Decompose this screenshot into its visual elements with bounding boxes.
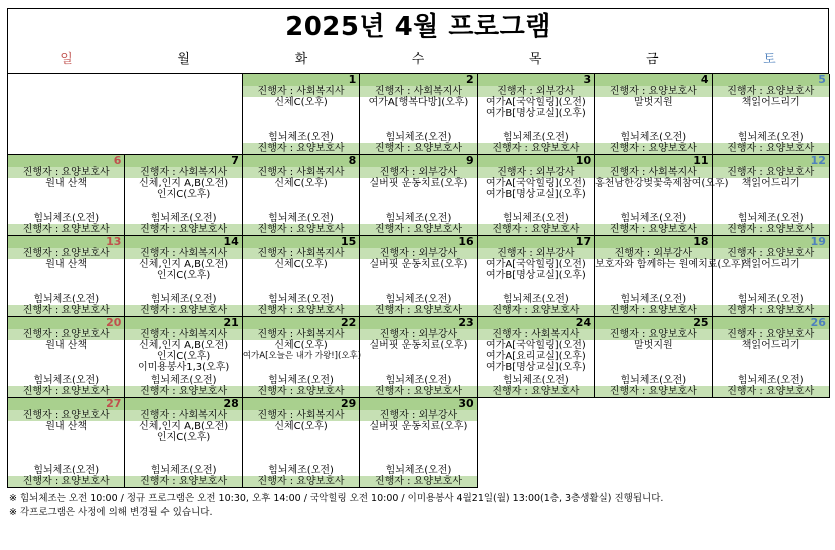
day-cell: [595, 317, 712, 398]
day-cell: [8, 317, 125, 398]
day-cell: [478, 74, 595, 155]
weekday-label: 금: [645, 52, 659, 67]
program-line: 여가A[국악힐링](오전): [486, 340, 586, 351]
day-number: 30: [360, 398, 476, 410]
program-line: [8, 362, 124, 373]
day-cell: [713, 74, 830, 155]
program-line: [713, 189, 829, 200]
host-line: 진행자 : 요양보호사: [8, 386, 124, 397]
program-line: 신체,인지 A,B(오전): [139, 259, 229, 270]
exercise-line: 힘뇌체조(오전): [713, 132, 829, 143]
host-line: 진행자 : 요양보호사: [713, 329, 829, 340]
program-line: 보호자와 함께하는 원예치료(오후): [595, 259, 745, 270]
day-number: 19: [713, 236, 829, 248]
host-line: 진행자 : 요양보호사: [713, 86, 829, 97]
day-number: 10: [478, 155, 594, 167]
day-number: 5: [713, 74, 829, 86]
program-line: 신체,인지 A,B(오전): [139, 340, 229, 351]
program-line: 여가B[명상교실](오후): [486, 189, 586, 200]
day-number: 24: [478, 317, 594, 329]
day-number: 16: [360, 236, 476, 248]
exercise-line: 힘뇌체조(오전): [243, 213, 359, 224]
host-line: 진행자 : 요양보호사: [713, 143, 829, 154]
exercise-line: 힘뇌체조(오전): [125, 375, 241, 386]
program-line: 신체C(오후): [274, 421, 328, 432]
program-line: [360, 351, 476, 362]
day-number: 13: [8, 236, 124, 248]
program-line: 실버핏 운동치료(오후): [369, 178, 468, 189]
exercise-line: 힘뇌체조(오전): [595, 294, 711, 305]
program-line: [243, 189, 359, 200]
week-row: [8, 398, 829, 488]
program-line: 원내 산책: [45, 340, 88, 351]
day-number: 27: [8, 398, 124, 410]
day-cell: [713, 317, 830, 398]
host-line: 진행자 : 요양보호사: [243, 386, 359, 397]
day-number: 8: [243, 155, 359, 167]
host-line: 진행자 : 요양보호사: [595, 305, 711, 316]
week-row: [8, 236, 829, 317]
program-line: 여가A[요리교실](오후): [486, 351, 586, 362]
program-line: [243, 362, 359, 373]
program-line: 원내 산책: [45, 259, 88, 270]
host-line: 진행자 : 요양보호사: [360, 143, 476, 154]
host-line: 진행자 : 외부강사: [478, 248, 594, 259]
program-line: 신체C(오후): [274, 178, 328, 189]
host-line: 진행자 : 요양보호사: [713, 386, 829, 397]
exercise-line: 힘뇌체조(오전): [713, 213, 829, 224]
program-line: 실버핏 운동치료(오후): [369, 340, 468, 351]
program-line: [360, 432, 476, 443]
day-number: 2: [360, 74, 476, 86]
exercise-line: 힘뇌체조(오전): [125, 465, 241, 476]
host-line: 진행자 : 외부강사: [360, 410, 476, 421]
day-number: 12: [713, 155, 829, 167]
exercise-line: 힘뇌체조(오전): [595, 132, 711, 143]
program-line: [8, 270, 124, 281]
host-line: 진행자 : 요양보호사: [595, 86, 711, 97]
program-line: 책읽어드리기: [741, 178, 800, 189]
host-line: 진행자 : 외부강사: [360, 248, 476, 259]
footnotes: [7, 492, 829, 520]
empty-day-cell: [125, 74, 242, 155]
day-cell: [8, 236, 125, 317]
program-line: [360, 108, 476, 119]
day-cell: [8, 155, 125, 236]
host-line: 진행자 : 사회복지사: [243, 410, 359, 421]
host-line: 진행자 : 요양보호사: [713, 305, 829, 316]
day-number: 6: [8, 155, 124, 167]
host-line: 진행자 : 사회복지사: [360, 86, 476, 97]
exercise-line: 힘뇌체조(오전): [8, 465, 124, 476]
host-line: 진행자 : 요양보호사: [8, 248, 124, 259]
exercise-line: 힘뇌체조(오전): [595, 213, 711, 224]
exercise-line: 힘뇌체조(오전): [360, 132, 476, 143]
calendar: [7, 8, 829, 520]
day-number: 22: [243, 317, 359, 329]
exercise-line: 힘뇌체조(오전): [8, 213, 124, 224]
program-line: 신체C(오후): [274, 97, 328, 108]
program-line: [595, 362, 711, 373]
program-line: [713, 108, 829, 119]
host-line: 진행자 : 요양보호사: [360, 476, 476, 487]
day-cell: [595, 154, 729, 236]
day-cell: [243, 317, 360, 398]
host-line: 진행자 : 요양보호사: [360, 224, 476, 235]
program-line: 인지C(오후): [156, 270, 211, 281]
program-line: [243, 443, 359, 454]
host-line: 진행자 : 요양보호사: [595, 386, 711, 397]
host-line: 진행자 : 사회복지사: [243, 248, 359, 259]
program-line: 실버핏 운동치료(오후): [369, 421, 468, 432]
day-number: 15: [243, 236, 359, 248]
program-line: 홍천남한강벚꽃축제참여(오후): [595, 178, 729, 189]
host-line: 진행자 : 사회복지사: [243, 86, 359, 97]
day-cell: [243, 236, 360, 317]
program-line: [713, 351, 829, 362]
host-line: 진행자 : 요양보호사: [360, 305, 476, 316]
program-line: 여가A[국악힐링](오전): [486, 178, 586, 189]
day-number: 29: [243, 398, 359, 410]
host-line: 진행자 : 사회복지사: [478, 329, 594, 340]
host-line: 진행자 : 요양보호사: [8, 329, 124, 340]
week-row: [8, 155, 829, 236]
program-line: 책읽어드리기: [741, 97, 800, 108]
host-line: 진행자 : 요양보호사: [125, 224, 241, 235]
day-cell: [125, 155, 242, 236]
exercise-line: 힘뇌체조(오전): [478, 132, 594, 143]
host-line: 진행자 : 요양보호사: [125, 386, 241, 397]
program-line: [243, 432, 359, 443]
day-cell: [8, 398, 125, 488]
host-line: 진행자 : 요양보호사: [713, 167, 829, 178]
weekday-label: 수: [411, 52, 425, 67]
day-cell: [243, 398, 360, 488]
program-line: 여가A[국악힐링](오전): [486, 97, 586, 108]
program-line: 인지C(오후): [156, 432, 211, 443]
day-number: 23: [360, 317, 476, 329]
host-line: 진행자 : 요양보호사: [478, 386, 594, 397]
day-cell: [713, 236, 830, 317]
program-line: [713, 270, 829, 281]
day-cell: [125, 317, 242, 398]
weekday-label: 화: [294, 52, 308, 67]
host-line: 진행자 : 외부강사: [478, 86, 594, 97]
program-line: 책읽어드리기: [741, 340, 800, 351]
host-line: 진행자 : 외부강사: [360, 167, 476, 178]
exercise-line: 힘뇌체조(오전): [243, 465, 359, 476]
host-line: 진행자 : 요양보호사: [8, 476, 124, 487]
exercise-line: 힘뇌체조(오전): [478, 294, 594, 305]
program-line: 인지C(오후): [156, 189, 211, 200]
day-number: 14: [125, 236, 241, 248]
day-cell: [243, 155, 360, 236]
host-line: 진행자 : 사회복지사: [125, 248, 241, 259]
exercise-line: 힘뇌체조(오전): [243, 132, 359, 143]
host-line: 진행자 : 사회복지사: [125, 410, 241, 421]
exercise-line: 힘뇌체조(오전): [243, 375, 359, 386]
weekday-label: 목: [528, 52, 542, 67]
program-line: 여가A[국악힐링](오전): [486, 259, 586, 270]
day-cell: [478, 317, 595, 398]
program-line: 신체C(오후): [274, 259, 328, 270]
program-line: 인지C(오후): [156, 351, 211, 362]
host-line: 진행자 : 사회복지사: [595, 167, 711, 178]
host-line: 진행자 : 요양보호사: [360, 386, 476, 397]
day-number: 1: [243, 74, 359, 86]
exercise-line: 힘뇌체조(오전): [478, 375, 594, 386]
host-line: 진행자 : 요양보호사: [243, 143, 359, 154]
program-line: 말벗지원: [634, 97, 673, 108]
day-cell: [360, 236, 477, 317]
host-line: 진행자 : 요양보호사: [125, 476, 241, 487]
day-number: 26: [713, 317, 829, 329]
host-line: 진행자 : 외부강사: [360, 329, 476, 340]
program-line: 여가A[오늘은 내가 가왕!](오후): [242, 351, 362, 361]
exercise-line: 힘뇌체조(오전): [360, 294, 476, 305]
program-line: 신체,인지 A,B(오전): [139, 421, 229, 432]
program-line: [595, 189, 711, 200]
host-line: 진행자 : 요양보호사: [8, 167, 124, 178]
host-line: 진행자 : 요양보호사: [595, 224, 711, 235]
host-line: 진행자 : 사회복지사: [243, 167, 359, 178]
host-line: 진행자 : 사회복지사: [125, 167, 241, 178]
program-line: [243, 108, 359, 119]
footnote: ※ 각프로그램은 사정에 의해 변경될 수 있습니다.: [9, 507, 213, 518]
host-line: 진행자 : 요양보호사: [8, 305, 124, 316]
exercise-line: 힘뇌체조(오전): [713, 375, 829, 386]
host-line: 진행자 : 요양보호사: [595, 143, 711, 154]
day-number: 20: [8, 317, 124, 329]
day-cell: [125, 398, 242, 488]
host-line: 진행자 : 요양보호사: [478, 143, 594, 154]
day-number: 4: [595, 74, 711, 86]
exercise-line: 힘뇌체조(오전): [360, 375, 476, 386]
exercise-line: 힘뇌체조(오전): [243, 294, 359, 305]
host-line: 진행자 : 요양보호사: [478, 305, 594, 316]
exercise-line: 힘뇌체조(오전): [125, 294, 241, 305]
program-line: 여가A[행복다방](오후): [368, 97, 469, 108]
program-line: [125, 443, 241, 454]
day-cell: [360, 155, 477, 236]
weekday-header: [7, 46, 829, 74]
day-cell: [360, 398, 477, 488]
exercise-line: 힘뇌체조(오전): [713, 294, 829, 305]
day-cell: [478, 155, 595, 236]
host-line: 진행자 : 사회복지사: [243, 329, 359, 340]
day-number: 18: [595, 236, 711, 248]
empty-day-cell: [8, 74, 125, 155]
day-cell: [713, 155, 830, 236]
program-line: [595, 108, 711, 119]
day-number: 21: [125, 317, 241, 329]
host-line: 진행자 : 요양보호사: [595, 329, 711, 340]
host-line: 진행자 : 요양보호사: [8, 410, 124, 421]
program-line: 책읽어드리기: [741, 259, 800, 270]
day-cell: [243, 74, 360, 155]
day-number: 17: [478, 236, 594, 248]
program-line: 실버핏 운동치료(오후): [369, 259, 468, 270]
day-number: 25: [595, 317, 711, 329]
exercise-line: 힘뇌체조(오전): [595, 375, 711, 386]
program-line: [8, 351, 124, 362]
program-line: 원내 산책: [45, 178, 88, 189]
host-line: 진행자 : 요양보호사: [243, 305, 359, 316]
day-cell: [595, 74, 712, 155]
week-row: [8, 317, 829, 398]
empty-day-cell: [595, 398, 712, 488]
day-cell: [360, 74, 477, 155]
calendar-grid: [7, 74, 829, 488]
exercise-line: 힘뇌체조(오전): [125, 213, 241, 224]
program-line: 말벗지원: [634, 340, 673, 351]
host-line: 진행자 : 외부강사: [595, 248, 711, 259]
program-line: 신체C(오후): [274, 340, 328, 351]
day-cell: [125, 236, 242, 317]
weekday-label: 월: [177, 52, 190, 67]
footnote: ※ 힘뇌체조는 오전 10:00 / 정규 프로그램은 오전 10:30, 오후 14:00 / 국악힐링 오전 10:00 / 이미용봉사 4월21일(월) 13:00(1층, 3층생활실) 진행됩니다.: [9, 493, 664, 504]
exercise-line: 힘뇌체조(오전): [360, 465, 476, 476]
host-line: 진행자 : 요양보호사: [8, 224, 124, 235]
program-line: [243, 270, 359, 281]
program-line: [595, 270, 711, 281]
day-number: 9: [360, 155, 476, 167]
host-line: 진행자 : 요양보호사: [243, 476, 359, 487]
host-line: 진행자 : 요양보호사: [243, 224, 359, 235]
host-line: 진행자 : 사회복지사: [125, 329, 241, 340]
host-line: 진행자 : 외부강사: [478, 167, 594, 178]
day-number: 7: [125, 155, 241, 167]
program-line: [360, 189, 476, 200]
exercise-line: 힘뇌체조(오전): [360, 213, 476, 224]
exercise-line: 힘뇌체조(오전): [478, 213, 594, 224]
weekday-label: 일: [60, 52, 73, 67]
day-cell: [478, 236, 595, 317]
program-line: 여가B[명상교실](오후): [486, 362, 586, 373]
day-number: 28: [125, 398, 241, 410]
host-line: 진행자 : 요양보호사: [125, 305, 241, 316]
program-line: [360, 443, 476, 454]
program-line: 여가B[명상교실](오후): [486, 270, 586, 281]
page-title: 2025년 4월 프로그램: [7, 8, 829, 46]
program-line: [360, 362, 476, 373]
host-line: 진행자 : 요양보호사: [713, 224, 829, 235]
empty-day-cell: [713, 398, 830, 488]
day-cell: [595, 235, 745, 317]
weekday-label: 토: [763, 52, 776, 67]
host-line: 진행자 : 요양보호사: [713, 248, 829, 259]
exercise-line: 힘뇌체조(오전): [8, 375, 124, 386]
program-line: [360, 270, 476, 281]
program-line: [595, 351, 711, 362]
week-row: [8, 74, 829, 155]
day-number: 11: [595, 155, 711, 167]
program-line: 신체,인지 A,B(오전): [139, 178, 229, 189]
program-line: 여가B[명상교실](오후): [486, 108, 586, 119]
host-line: 진행자 : 요양보호사: [478, 224, 594, 235]
program-line: [8, 432, 124, 443]
day-cell: [360, 317, 477, 398]
program-line: 원내 산책: [45, 421, 88, 432]
program-line: [8, 443, 124, 454]
program-line: [8, 189, 124, 200]
program-line: 이미용봉사1,3(오후): [137, 362, 230, 373]
program-line: [713, 362, 829, 373]
exercise-line: 힘뇌체조(오전): [8, 294, 124, 305]
empty-day-cell: [478, 398, 595, 488]
day-number: 3: [478, 74, 594, 86]
